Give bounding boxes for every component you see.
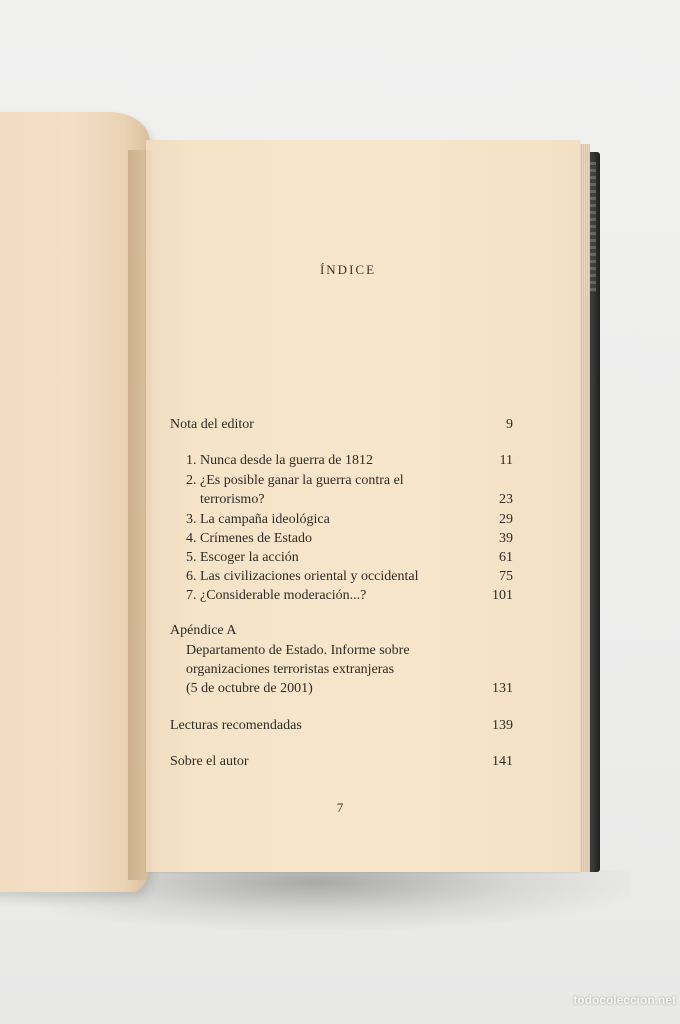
- toc-entry-2-label-line1: 2. ¿Es posible ganar la guerra contra el: [186, 473, 404, 488]
- toc-appendix-line1: Departamento de Estado. Informe sobre: [186, 643, 410, 658]
- toc-entry-3-page: 29: [499, 512, 513, 527]
- toc-appendix-page: 131: [492, 681, 513, 696]
- toc-entry-2-label-line2: terrorismo?: [200, 492, 265, 507]
- toc-entry-2-page: 23: [499, 492, 513, 507]
- toc-entry-autor-page: 141: [492, 754, 513, 769]
- toc-entry-7-page: 101: [492, 588, 513, 603]
- toc-entry-lecturas-page: 139: [492, 718, 513, 733]
- index-heading: ÍNDICE: [319, 262, 377, 277]
- toc-entry-1-label: 1. Nunca desde la guerra de 1812: [186, 453, 373, 468]
- toc-entry-6-label: 6. Las civilizaciones oriental y occidental: [186, 569, 419, 584]
- toc-entry-1-page: 11: [499, 453, 513, 468]
- toc-entry-3-label: 3. La campaña ideológica: [186, 512, 330, 527]
- site-watermark: todocoleccion.net: [573, 993, 676, 1007]
- toc-appendix-heading: Apéndice A: [170, 623, 237, 638]
- toc-appendix-line2: organizaciones terroristas extranjeras: [186, 662, 395, 677]
- toc-entry-nota-page: 9: [506, 417, 513, 432]
- toc-entry-nota-label: Nota del editor: [170, 417, 254, 432]
- toc-entry-4-page: 39: [499, 531, 513, 546]
- toc-entry-5-label: 5. Escoger la acción: [186, 550, 299, 565]
- toc-appendix-line3: (5 de octubre de 2001): [186, 681, 313, 696]
- toc-entry-6-page: 75: [499, 569, 513, 584]
- toc-entry-lecturas-label: Lecturas recomendadas: [170, 718, 302, 733]
- toc-entry-4-label: 4. Crímenes de Estado: [186, 531, 312, 546]
- toc-entry-autor-label: Sobre el autor: [170, 754, 249, 769]
- page-folio: 7: [336, 800, 344, 815]
- toc-entry-5-page: 61: [499, 550, 513, 565]
- toc-entry-7-label: 7. ¿Considerable moderación...?: [186, 588, 367, 603]
